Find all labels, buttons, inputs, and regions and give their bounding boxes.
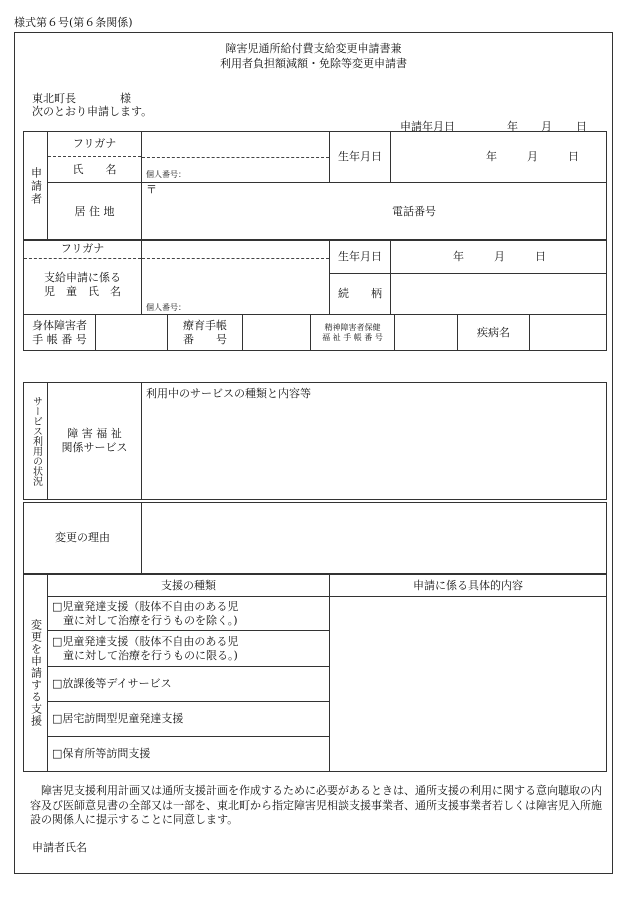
support-detail-header: 申請に係る具体的内容 xyxy=(330,575,607,597)
change-support-section-label: 変更を申請する支援 xyxy=(24,575,48,772)
child-name-label-2: 児 童 氏 名 xyxy=(44,285,121,298)
applicant-name-label: 氏 名 xyxy=(48,156,141,182)
form-number: 様式第６号(第６条関係) xyxy=(14,16,133,29)
child-table xyxy=(23,239,607,315)
support-item-4[interactable]: □居宅訪問型児童発達支援 xyxy=(48,702,330,737)
child-birth-month: 月 xyxy=(494,249,505,263)
disease-field[interactable] xyxy=(530,315,607,351)
change-support-table xyxy=(23,574,607,772)
child-relation-field[interactable] xyxy=(391,274,607,315)
child-birth-year: 年 xyxy=(453,249,464,263)
application-date-label: 申請年月日 xyxy=(400,120,455,133)
physical-cert-field[interactable] xyxy=(96,315,168,351)
certificate-table xyxy=(23,314,607,351)
support-item-5[interactable]: □保育所等訪問支援 xyxy=(48,737,330,772)
support-detail-field[interactable] xyxy=(330,597,607,772)
addressee: 東北町長 様 xyxy=(32,92,131,105)
support-item-3[interactable]: □放課後等デイサービス xyxy=(48,667,330,702)
applicant-personal-number-label: 個人番号： xyxy=(142,157,329,182)
mental-cert-field[interactable] xyxy=(395,315,458,351)
applicant-birth-field[interactable] xyxy=(391,132,607,183)
physical-cert-label: 身体障害者 手 帳 番 号 xyxy=(24,315,96,351)
mental-cert-label: 精神障害者保健 福 祉 手 帳 番 号 xyxy=(311,315,395,351)
child-birth-field[interactable] xyxy=(391,240,607,274)
child-name-label-cell xyxy=(24,240,142,315)
child-relation-label: 続 柄 xyxy=(330,274,391,315)
disease-label: 疾病名 xyxy=(458,315,530,351)
title-line-2: 利用者負担額減額・免除等変更申請書 xyxy=(220,57,407,70)
service-usage-item-label: 障 害 福 祉 関係サービス xyxy=(48,383,142,500)
applicant-birth-label: 生年月日 xyxy=(330,132,391,183)
applicant-section-label: 申請者 xyxy=(24,132,48,241)
child-birth-day: 日 xyxy=(535,249,546,263)
service-usage-section-label: サービス利用の状況 xyxy=(24,383,48,500)
applicant-address-label: 居 住 地 xyxy=(48,183,142,241)
support-item-1[interactable]: □児童発達支援（肢体不自由のある児 童に対して治療を行うものを除く。) xyxy=(48,597,330,631)
change-reason-field[interactable] xyxy=(142,503,607,574)
signature-label: 申請者氏名 xyxy=(32,841,87,854)
service-usage-content-label: 利用中のサービスの種類と内容等 xyxy=(146,387,311,400)
service-usage-table xyxy=(23,382,607,500)
applicant-name-field[interactable] xyxy=(142,132,330,183)
change-reason-label: 変更の理由 xyxy=(24,503,142,574)
rehab-cert-field[interactable] xyxy=(243,315,311,351)
applicant-name-label-cell xyxy=(48,132,142,183)
child-furigana-label: フリガナ xyxy=(60,242,105,255)
service-usage-content-field[interactable] xyxy=(142,383,607,500)
child-name-field[interactable] xyxy=(142,240,330,315)
rehab-cert-label: 療育手帳 番 号 xyxy=(168,315,243,351)
applicant-phone-label: 電話番号 xyxy=(392,205,436,218)
support-item-2[interactable]: □児童発達支援（肢体不自由のある児 童に対して治療を行うものに限る。) xyxy=(48,631,330,667)
application-year: 年 xyxy=(507,120,518,133)
applicant-birth-day: 日 xyxy=(568,150,579,163)
child-personal-number-label: 個人番号： xyxy=(142,258,329,314)
applicant-address-field[interactable] xyxy=(142,183,607,241)
title-line-1: 障害児通所給付費支給変更申請書兼 xyxy=(225,42,402,55)
application-month: 月 xyxy=(541,120,552,133)
applicant-table xyxy=(23,131,607,241)
application-day: 日 xyxy=(576,120,587,133)
postal-mark: 〒 xyxy=(146,183,157,196)
applicant-birth-year: 年 xyxy=(486,150,497,163)
change-reason-table xyxy=(23,502,607,574)
child-name-label-1: 支給申請に係る xyxy=(44,271,121,284)
applicant-birth-month: 月 xyxy=(527,150,538,163)
applicant-furigana-label: フリガナ xyxy=(72,137,117,150)
intro-text: 次のとおり申請します。 xyxy=(32,105,153,118)
consent-text: 障害児支援利用計画又は通所支援計画を作成するために必要があるときは、通所支援の利用に関する意向聴取の内容及び医師意見書の全部又は一部を、東北町から指定障害児相談支援事業者、通所支援事業者若しくは障害児入所施設の関係人に提示することに同意します。 xyxy=(30,784,602,826)
child-birth-label: 生年月日 xyxy=(330,240,391,274)
support-type-header: 支援の種類 xyxy=(48,575,330,597)
